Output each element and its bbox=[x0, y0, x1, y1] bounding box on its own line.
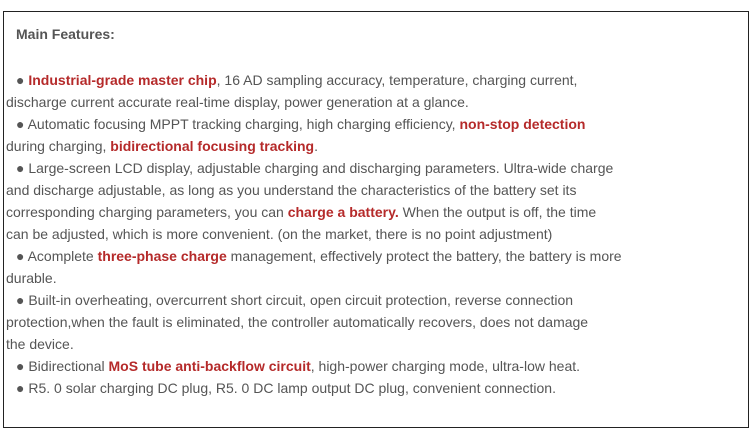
feature-text: durable. bbox=[6, 270, 57, 286]
feature-text: protection,when the fault is eliminated, the controller automatically recovers, does not damage bbox=[6, 314, 589, 330]
highlight-text: bidirectional focusing tracking bbox=[110, 138, 315, 154]
feature-text: corresponding charging parameters, you can bbox=[6, 204, 288, 220]
feature-line bbox=[6, 135, 646, 157]
feature-line bbox=[6, 179, 646, 201]
feature-text: ● bbox=[16, 72, 29, 88]
feature-text: during charging, bbox=[6, 138, 111, 154]
feature-text: . bbox=[314, 138, 318, 154]
feature-text: ● Automatic focusing MPPT tracking charging, high charging efficiency, bbox=[16, 116, 460, 132]
feature-text: ● Built-in overheating, overcurrent short circuit, open circuit protection, reverse connection bbox=[16, 292, 574, 308]
feature-line bbox=[6, 245, 646, 267]
highlight-text: three-phase charge bbox=[97, 248, 227, 264]
feature-text: and discharge adjustable, as long as you understand the characteristics of the battery set its bbox=[6, 182, 577, 198]
feature-text: ● R5. 0 solar charging DC plug, R5. 0 DC lamp output DC plug, convenient connection. bbox=[16, 380, 556, 396]
feature-line bbox=[6, 69, 646, 91]
feature-text: can be adjusted, which is more convenient. (on the market, there is no point adjustment) bbox=[6, 226, 553, 242]
feature-text: , 16 AD sampling accuracy, temperature, charging current, bbox=[216, 72, 578, 88]
feature-text: management, effectively protect the battery, the battery is more bbox=[226, 248, 622, 264]
feature-line bbox=[6, 201, 646, 223]
section-heading: Main Features: bbox=[16, 26, 115, 42]
feature-line bbox=[6, 113, 646, 135]
feature-line bbox=[6, 377, 646, 399]
feature-line bbox=[6, 311, 646, 333]
feature-line bbox=[6, 289, 646, 311]
feature-text: discharge current accurate real-time display, power generation at a glance. bbox=[6, 94, 469, 110]
feature-text: ● Bidirectional bbox=[16, 358, 109, 374]
feature-line bbox=[6, 223, 646, 245]
feature-line bbox=[6, 333, 646, 355]
feature-text: ● Large-screen LCD display, adjustable charging and discharging parameters. Ultra-wide charge bbox=[16, 160, 614, 176]
feature-text: the device. bbox=[6, 336, 74, 352]
feature-line bbox=[6, 91, 646, 113]
highlight-text: charge a battery. bbox=[287, 204, 399, 220]
highlight-text: MoS tube anti-backflow circuit bbox=[108, 358, 311, 374]
feature-line bbox=[6, 267, 646, 289]
feature-text: ● Acomplete bbox=[16, 248, 98, 264]
feature-text: , high-power charging mode, ultra-low heat. bbox=[310, 358, 581, 374]
feature-text: When the output is off, the time bbox=[398, 204, 597, 220]
features-list bbox=[6, 69, 646, 399]
feature-line bbox=[6, 355, 646, 377]
feature-line bbox=[6, 157, 646, 179]
highlight-text: non-stop detection bbox=[459, 116, 586, 132]
highlight-text: Industrial-grade master chip bbox=[28, 72, 217, 88]
